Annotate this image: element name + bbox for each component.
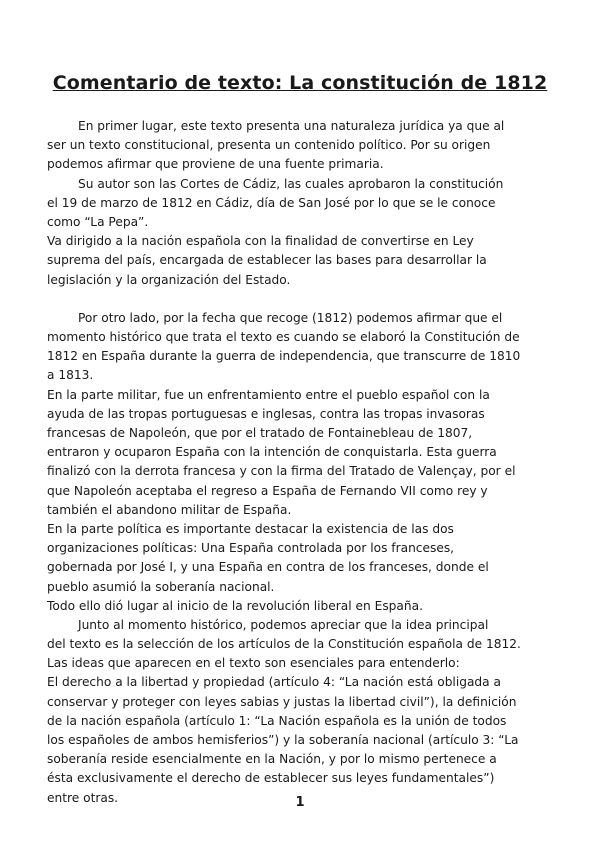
text-line: organizaciones políticas: Una España controlada por los franceses,	[47, 541, 455, 556]
text-line: que Napoleón aceptaba el regreso a España de Fernando VII como rey y	[47, 483, 488, 498]
text-line: suprema del país, encargada de establecer las bases para desarrollar la	[47, 253, 487, 268]
text-line: En la parte política es importante destacar la existencia de las dos	[47, 521, 454, 536]
text-line: a 1813.	[47, 368, 94, 383]
text-line: del texto es la selección de los artículos de la Constitución española de 1812.	[47, 637, 521, 652]
text-line: finalizó con la derrota francesa y con la firma del Tratado de Valençay, por el	[47, 464, 516, 479]
text-line: conservar y proteger con leyes sabias y justas la libertad civil”), la definición	[47, 694, 517, 709]
text-line: momento histórico que trata el texto es cuando se elaboró la Constitución de	[47, 330, 520, 345]
text-line: ésta exclusivamente el derecho de establecer sus leyes fundamentales”)	[47, 771, 495, 786]
text-line: los españoles de ambos hemisferios”) y la soberanía nacional (artículo 3: “La	[47, 733, 519, 747]
text-line: En primer lugar, este texto presenta una naturaleza jurídica ya que al	[47, 119, 505, 133]
text-line: soberanía reside esencialmente en la Nación, y por lo mismo pertenece a	[47, 752, 497, 767]
text-line: legislación y la organización del Estado.	[47, 272, 291, 287]
text-line: Las ideas que aparecen en el texto son esenciales para entenderlo:	[47, 656, 460, 671]
text-line: El derecho a la libertad y propiedad (artículo 4: “La nación está obligada a	[47, 675, 501, 690]
blank-line	[47, 290, 555, 309]
text-line: Junto al momento histórico, podemos apreciar que la idea principal	[47, 617, 489, 632]
text-line: Todo ello dió lugar al inicio de la revolución liberal en España.	[47, 598, 423, 613]
page-title: Comentario de texto: La constitución de 1812	[52, 72, 548, 94]
text-line: pueblo asumió la soberanía nacional.	[47, 579, 275, 594]
text-line: también el abandono militar de España.	[47, 502, 292, 517]
text-line: En la parte militar, fue un enfrentamiento entre el pueblo español con la	[47, 387, 490, 402]
text-line: de la nación española (artículo 1: “La Nación española es la unión de todos	[47, 713, 507, 728]
text-line: ayuda de las tropas portuguesas e inglesas, contra las tropas invasoras	[47, 406, 485, 421]
text-line: Su autor son las Cortes de Cádiz, las cuales aprobaron la constitución	[47, 176, 504, 191]
text-line: entre otras.	[47, 790, 119, 805]
text-line: Va dirigido a la nación española con la finalidad de convertirse en Ley	[47, 234, 474, 249]
document-body	[47, 117, 555, 808]
text-line: gobernada por José I, y una España en contra de los franceses, donde el	[47, 560, 489, 575]
page-number: 1	[295, 795, 305, 810]
text-line: el 19 de marzo de 1812 en Cádiz, día de San José por lo que se le conoce	[47, 195, 496, 210]
text-line: francesas de Napoleón, que por el tratado de Fontainebleau de 1807,	[47, 426, 473, 440]
text-line: 1812 en España durante la guerra de independencia, que transcurre de 1810	[47, 349, 521, 364]
text-line: entraron y ocuparon España con la intención de conquistarla. Esta guerra	[47, 445, 497, 460]
text-line: Por otro lado, por la fecha que recoge (1812) podemos afirmar que el	[47, 310, 503, 325]
text-line: ser un texto constitucional, presenta un contenido político. Por su origen	[47, 138, 491, 153]
text-line: como “La Pepa”.	[47, 214, 149, 229]
text-line: podemos afirmar que proviene de una fuente primaria.	[47, 157, 384, 172]
